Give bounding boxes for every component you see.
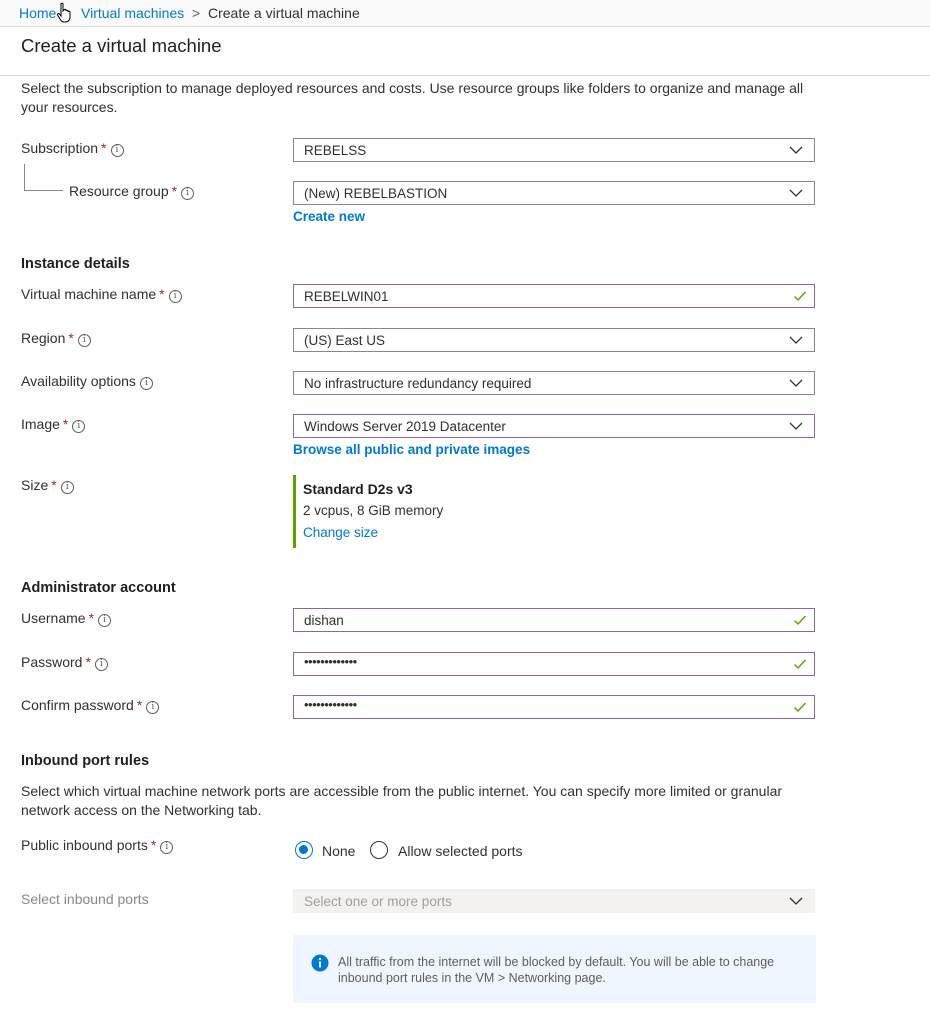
intro-text: Select the subscription to manage deployed resources and costs. Use resource groups like folders to organize and manage all your resources. bbox=[21, 80, 804, 115]
size-name: Standard D2s v3 bbox=[303, 481, 413, 497]
admin-account-heading: Administrator account bbox=[21, 580, 176, 596]
chevron-down-icon bbox=[788, 893, 804, 909]
chevron-down-icon bbox=[788, 418, 804, 434]
chevron-down-icon bbox=[788, 142, 804, 158]
username-label: Username * i bbox=[21, 610, 111, 627]
password-label: Password * i bbox=[21, 654, 108, 671]
chevron-down-icon bbox=[788, 185, 804, 201]
region-dropdown[interactable]: (US) East US bbox=[293, 328, 815, 352]
subscription-label: Subscription * i bbox=[21, 140, 124, 157]
chevron-down-icon bbox=[788, 332, 804, 348]
info-icon[interactable]: i bbox=[61, 481, 74, 494]
radio-none[interactable] bbox=[295, 841, 313, 859]
check-icon bbox=[793, 657, 807, 671]
hand-cursor-icon bbox=[56, 2, 72, 24]
info-icon[interactable]: i bbox=[95, 658, 108, 671]
info-icon[interactable]: i bbox=[98, 614, 111, 627]
tree-connector bbox=[24, 164, 63, 191]
info-message-text: All traffic from the internet will be blocked by default. You will be able to change inbound port rules in the VM > Networking page. bbox=[338, 955, 775, 985]
vm-name-label: Virtual machine name * i bbox=[21, 286, 182, 303]
inbound-rules-heading: Inbound port rules bbox=[21, 753, 150, 769]
radio-allow-selected[interactable] bbox=[370, 841, 388, 859]
info-icon[interactable]: i bbox=[160, 841, 173, 854]
inbound-rules-description: Select which virtual machine network ports are accessible from the public internet. You can specify more limited or granular network access on the Networking tab. bbox=[21, 783, 783, 818]
public-ports-label: Public inbound ports * i bbox=[21, 837, 173, 854]
resource-group-label: Resource group * i bbox=[69, 183, 194, 200]
radio-none-label[interactable]: None bbox=[322, 843, 356, 859]
image-dropdown[interactable]: Windows Server 2019 Datacenter bbox=[293, 414, 815, 438]
confirm-password-input[interactable]: ••••••••••••• bbox=[293, 695, 815, 719]
create-new-link[interactable]: Create new bbox=[293, 209, 366, 224]
info-icon[interactable]: i bbox=[78, 334, 91, 347]
availability-label: Availability options i bbox=[21, 373, 153, 390]
change-size-link[interactable]: Change size bbox=[303, 525, 379, 540]
breadcrumb-vms-link[interactable]: Virtual machines bbox=[81, 5, 185, 21]
username-input[interactable]: dishan bbox=[293, 608, 815, 632]
check-icon bbox=[793, 289, 807, 303]
resource-group-dropdown[interactable]: (New) REBELBASTION bbox=[293, 181, 815, 205]
header-divider bbox=[0, 75, 930, 76]
breadcrumb-current: Create a virtual machine bbox=[208, 5, 360, 21]
size-label: Size * i bbox=[21, 477, 74, 494]
info-icon[interactable]: i bbox=[72, 420, 85, 433]
confirm-password-label: Confirm password * i bbox=[21, 697, 159, 714]
image-label: Image * i bbox=[21, 416, 85, 433]
breadcrumb-home-link[interactable]: Home bbox=[19, 5, 57, 21]
page-title: Create a virtual machine bbox=[21, 35, 222, 56]
check-icon bbox=[793, 613, 807, 627]
select-ports-label: Select inbound ports bbox=[21, 891, 149, 907]
vm-name-input[interactable]: REBELWIN01 bbox=[293, 284, 815, 308]
info-icon[interactable]: i bbox=[146, 701, 159, 714]
browse-images-link[interactable]: Browse all public and private images bbox=[293, 442, 531, 457]
info-icon[interactable]: i bbox=[169, 290, 182, 303]
radio-allow-selected-label[interactable]: Allow selected ports bbox=[398, 843, 523, 859]
breadcrumb-separator: > bbox=[192, 5, 201, 21]
info-circle-icon bbox=[311, 954, 329, 972]
check-icon bbox=[793, 700, 807, 714]
select-ports-dropdown: Select one or more ports bbox=[293, 889, 815, 913]
region-label: Region * i bbox=[21, 330, 91, 347]
chevron-down-icon bbox=[788, 375, 804, 391]
password-input[interactable]: ••••••••••••• bbox=[293, 652, 815, 676]
info-icon[interactable]: i bbox=[111, 144, 124, 157]
size-description: 2 vcpus, 8 GiB memory bbox=[303, 503, 444, 518]
info-icon[interactable]: i bbox=[140, 377, 153, 390]
info-icon[interactable]: i bbox=[181, 187, 194, 200]
availability-dropdown[interactable]: No infrastructure redundancy required bbox=[293, 371, 815, 395]
subscription-dropdown[interactable]: REBELSS bbox=[293, 138, 815, 162]
instance-details-heading: Instance details bbox=[21, 256, 130, 272]
